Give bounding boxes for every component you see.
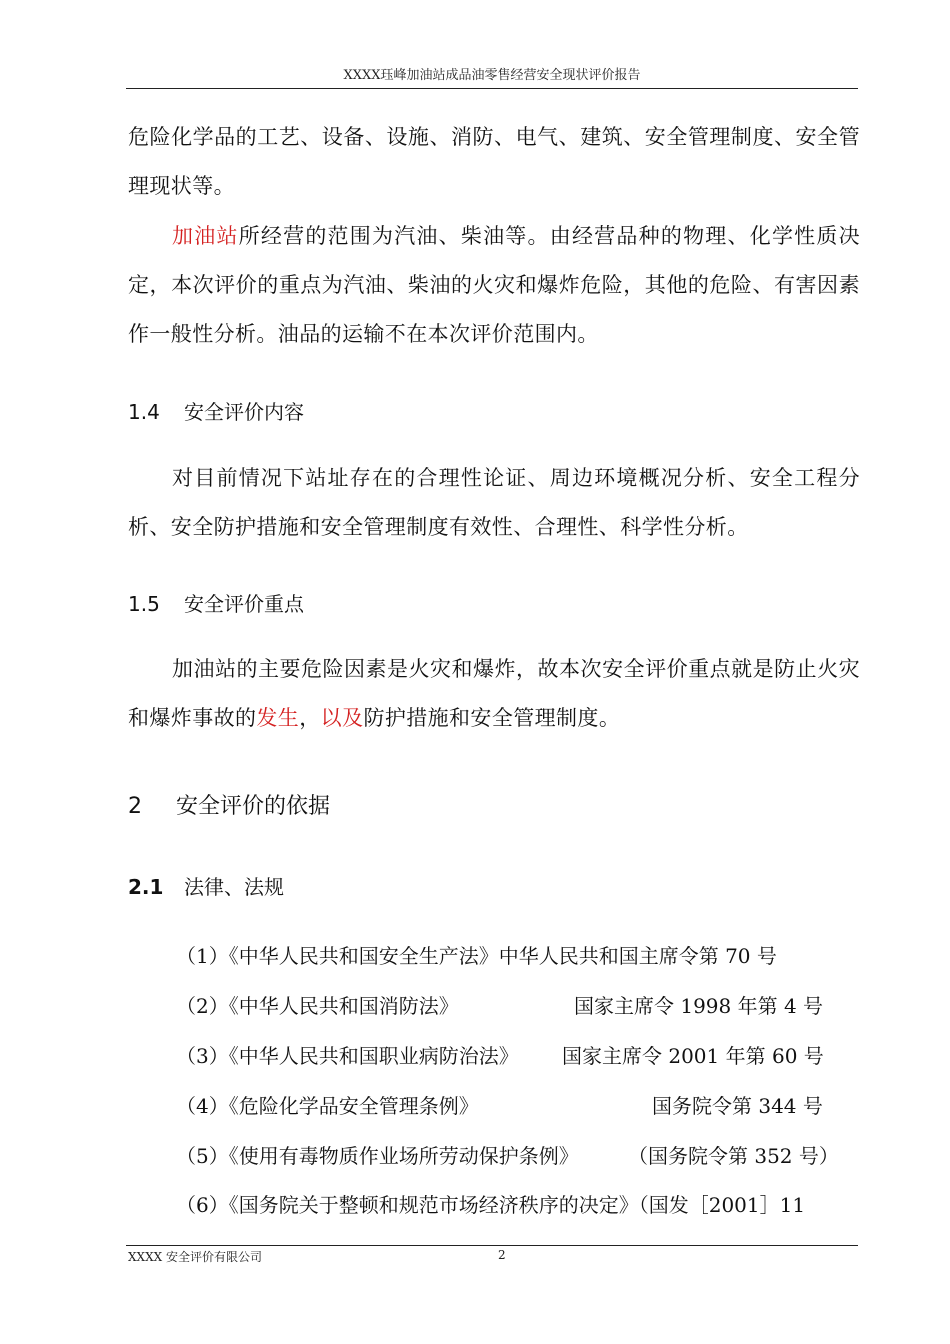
section-title: 安全评价重点 <box>184 592 304 616</box>
highlight-text: 发生 <box>256 706 300 730</box>
law-decree: （国务院令第 352 号） <box>628 1144 839 1168</box>
highlight-text: 加油站 <box>172 224 239 248</box>
section-2-1-heading <box>128 871 284 900</box>
law-item-2 <box>176 990 860 1019</box>
section-number: 2.1 <box>128 875 164 899</box>
highlight-text: 以及 <box>320 706 364 730</box>
law-decree: 国家主席令 2001 年第 60 号 <box>562 1044 824 1068</box>
page-number: 2 <box>498 1248 506 1262</box>
paragraph-3: 对目前情况下站址存在的合理性论证、周边环境概况分析、安全工程分析、安全防护措施和安全管理制度有效性、合理性、科学性分析。 <box>128 466 860 539</box>
footer-company: XXXX 安全评价有限公司 <box>128 1250 262 1264</box>
law-item-5 <box>176 1140 860 1169</box>
law-item-4 <box>176 1090 860 1119</box>
paragraph-4-text: 加油站的主要危险因素是火灾和爆炸，故本次安全评价重点就是防止火灾和爆炸事故的 <box>128 657 860 730</box>
law-item-6 <box>176 1189 860 1218</box>
law-decree: 国务院令第 344 号 <box>652 1094 823 1118</box>
paragraph-4-text: 防护措施和安全管理制度。 <box>363 706 621 730</box>
page-header-title: XXXX珏峰加油站成品油零售经营安全现状评价报告 <box>343 68 641 83</box>
section-number: 1.4 <box>128 400 160 424</box>
law-title: （2）《中华人民共和国消防法》 <box>176 994 459 1018</box>
law-item-3 <box>176 1040 860 1069</box>
section-2-heading <box>128 789 330 820</box>
law-title: （3）《中华人民共和国职业病防治法》 <box>176 1044 519 1068</box>
law-decree: 国家主席令 1998 年第 4 号 <box>574 994 824 1018</box>
section-number: 2 <box>128 794 142 819</box>
paragraph-2-text: 所经营的范围为汽油、柴油等。由经营品种的物理、化学性质决定，本次评价的重点为汽油、柴油的火灾和爆炸危险，其他的危险、有害因素作一般性分析。油品的运输不在本次评价范围内。 <box>128 224 861 346</box>
footer-divider <box>126 1245 858 1246</box>
section-title: 法律、法规 <box>184 875 284 899</box>
section-title: 安全评价内容 <box>184 400 304 424</box>
law-title: （1）《中华人民共和国安全生产法》中华人民共和国主席令第 70 号 <box>176 944 777 968</box>
section-title: 安全评价的依据 <box>176 794 331 819</box>
section-1-5-heading <box>128 588 304 617</box>
paragraph-4 <box>128 645 860 743</box>
paragraph-2 <box>128 212 860 359</box>
law-title: （6）《国务院关于整顿和规范市场经济秩序的决定》（国发［2001］11 <box>176 1193 806 1217</box>
law-item-1 <box>176 940 860 969</box>
section-1-4-heading <box>128 396 304 425</box>
header-divider <box>126 88 858 89</box>
section-number: 1.5 <box>128 592 160 616</box>
law-title: （5）《使用有毒物质作业场所劳动保护条例》 <box>176 1144 579 1168</box>
paragraph-4-punct: ， <box>299 706 321 730</box>
paragraph-1: 危险化学品的工艺、设备、设施、消防、电气、建筑、安全管理制度、安全管理现状等。 <box>128 125 860 198</box>
law-title: （4）《危险化学品安全管理条例》 <box>176 1094 479 1118</box>
